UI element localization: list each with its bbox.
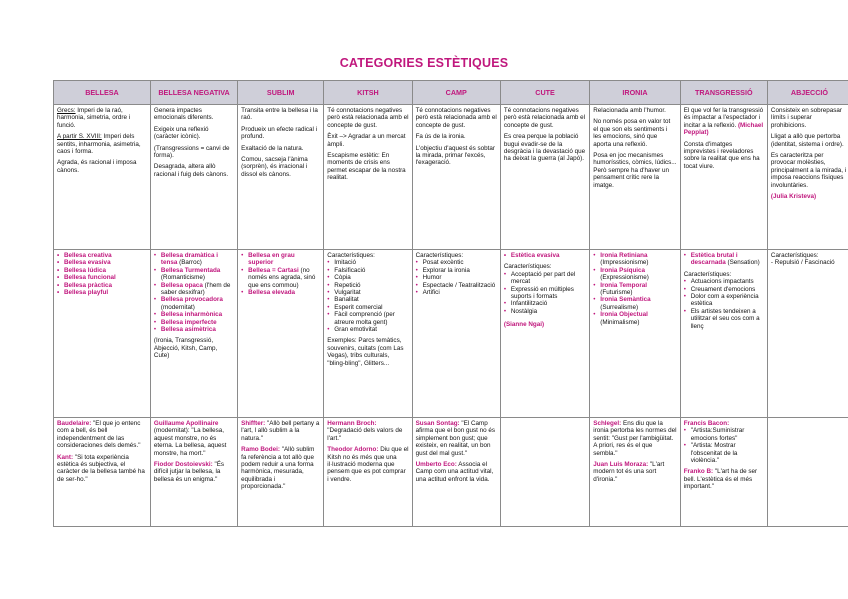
quote — [684, 468, 764, 490]
categories-table — [53, 80, 848, 527]
author-name: Juan Luis Moraza: — [593, 461, 649, 469]
header-ironia: IRONIA — [590, 81, 680, 105]
author-name: Theodor Adorno: — [327, 446, 379, 454]
paragraph: Consisteix en sobrepasar límits i superar prohibicions. — [770, 107, 842, 129]
characteristics-label: Característiques: — [415, 252, 464, 259]
paragraph: Posa en joc mecanismes humorísstics, còmics, lúdics... Però sempre ha d'haver un pensament crític rere la imatge. — [593, 152, 677, 189]
quote-text: "L'art modern tot és una sort d'ironia." — [593, 461, 665, 483]
paragraph: Escapisme estètic: En moments de crisis ens permet escapar de la nostra realitat. — [327, 152, 406, 182]
list-item: • Humor — [416, 274, 497, 281]
author-name: Franko B: — [683, 468, 714, 476]
quote-text: Associa el Camp com una actitud vital, una actitud enfront la vida. — [415, 461, 494, 483]
quote — [241, 420, 320, 442]
list-item: • Artifici — [416, 289, 497, 296]
list-item: • Estètica evasiva — [504, 252, 586, 259]
paragraph — [57, 133, 147, 155]
list-item — [593, 296, 676, 311]
list-item — [154, 252, 234, 267]
list-item — [684, 252, 764, 267]
list-item: • "Artista:Suministrar emocions fortes" — [684, 427, 764, 442]
paragraph: No només posa en valor tot el que son els sentiments i les emocions, sinó que aporta una reflexió. — [593, 118, 671, 148]
item-bold: Bellesa opaca — [160, 281, 203, 289]
header-bellesa-negativa: BELLESA NEGATIVA — [150, 81, 237, 105]
paragraph: Relacionada amb l'humor. — [593, 107, 666, 114]
list-item: • Bellesa lúdica — [57, 267, 147, 274]
kitsh-examples: Exemples: Parcs temàtics, souvenirs, cuitats (com Las Vegas), tribs culturals, "bling-bling", Glitters... — [327, 337, 404, 367]
quote — [416, 420, 497, 457]
paragraph: Exigeix una reflexió (caràcter icònic). — [153, 125, 209, 141]
item-bold: Ironia Retiniana — [600, 252, 648, 259]
quote-text: "El que jo entenc com a bell, és bell independentment de las consideraciones dels demés." — [57, 420, 141, 450]
cell-negativa-types — [150, 250, 237, 418]
item-bold: Ironia Semàntica — [600, 296, 651, 304]
quotes-row — [54, 418, 848, 527]
list-item: • Acceptació per part del mercat — [504, 271, 586, 286]
item-bold: Bellesa dramàtica i tensa — [160, 252, 218, 267]
characteristics-label: Característiques: — [683, 270, 732, 278]
list-item: • Posat excèntic — [416, 259, 497, 266]
cell-cute-definition — [500, 105, 589, 250]
header-row — [54, 81, 848, 105]
cell-camp-definition — [412, 105, 500, 250]
quote-text: "És difícil jutjar la bellesa, la bellesa és un enigma." — [153, 461, 225, 483]
abjeccio-characteristic: - Repulsió / Fascinació — [770, 259, 835, 267]
item-bold: Bellesa Turmentada — [160, 266, 221, 274]
list-item — [154, 267, 234, 282]
paragraph: Consta d'imatges imprevistes i reveladores sobre la realitat que ens ha tocat viure. — [683, 140, 760, 170]
transgressio-characteristics-list — [684, 278, 764, 330]
list-item: • Explorar la ironia — [416, 267, 497, 274]
list-item: • Repetició — [327, 282, 408, 289]
cell-camp-quotes — [412, 418, 500, 527]
list-item: • Vulgaritat — [327, 289, 408, 296]
author-name: Kant: — [57, 453, 74, 461]
characteristics-label: Característiques: — [770, 252, 819, 259]
header-bellesa: BELLESA — [54, 81, 151, 105]
list-item: • Bellesa evasiva — [57, 259, 147, 266]
cell-ironia-definition — [590, 105, 680, 250]
author-name: Ramo Bodei: — [241, 446, 280, 454]
cell-ironia-quotes — [590, 418, 680, 527]
author-name: (Sianne Ngai) — [503, 321, 545, 329]
ironia-types-list — [593, 252, 676, 326]
list-item — [154, 326, 234, 333]
cell-cute-types — [500, 250, 589, 418]
definition-row — [54, 105, 848, 250]
author-name: (Julia Kristeva) — [770, 193, 817, 201]
paragraph: Lligat a allò que pertorba (identitat, sistema i ordre). — [770, 133, 844, 148]
header-kitsh: KITSH — [324, 81, 412, 105]
item-rest: (Surrealisme) — [600, 303, 639, 311]
quote-text: Diu que el Kitsh no és més que una il·lustració moderna que pensem que es pot comprar i vendre. — [327, 446, 409, 483]
list-item: • Fàcil comprenció (per atreure molta gent) — [327, 311, 408, 326]
paragraph: Comou, sacseja l'ànima (sorprèn), és irracional i dissol els cànons. — [241, 156, 308, 178]
cell-kitsh-types — [324, 250, 412, 418]
list-item: • Expressió en múltiples suports i formats — [504, 286, 586, 301]
item-bold: Bellesa en grau superior — [248, 252, 295, 267]
header-abjeccio: ABJECCIÓ — [767, 81, 848, 105]
list-item: • Dolor com a experiència estètica — [684, 293, 764, 308]
item-bold: Ironia Psíquica — [600, 266, 646, 274]
negativa-note: (Ironia, Transgressió, Abjecció, Kitsh, Camp, Cute) — [153, 337, 218, 360]
paragraph: Fa ús de la ironia. — [415, 133, 466, 141]
quote — [416, 461, 497, 483]
quote — [241, 446, 320, 490]
item-bold: Estètica brutal i descarnada — [690, 252, 738, 267]
cell-bellesa-definition — [54, 105, 151, 250]
quote-text: "El Camp afirma que el bon gust no és simplement bon gust; que existeix, en realitat, un bon gust del mal gust." — [415, 420, 496, 457]
list-item — [593, 311, 676, 326]
item-bold: Bellesa asimètrica — [160, 326, 216, 334]
paragraph: Té connotacions negatives però està relacionada amb el concepte de gust. — [415, 107, 497, 129]
header-camp: CAMP — [412, 81, 500, 105]
list-item: • Falsificació — [327, 267, 408, 274]
quote — [327, 446, 408, 483]
quote — [154, 461, 234, 483]
quote-text: "Allò bell pertany a l'art, l allò sublim a la natura." — [241, 420, 320, 442]
page-title: CATEGORIES ESTÈTIQUES — [339, 56, 509, 70]
list-item: • Banalitat — [327, 296, 408, 303]
list-item: • "Artista: Mostrar l'obscenitat de la violència." — [684, 442, 764, 464]
item-bold: Bellesa provocadora — [160, 296, 223, 304]
paragraph — [684, 107, 764, 137]
list-item: • Infantilització — [504, 300, 586, 307]
list-item: • Els artistes tendeixen a utilitzar el seu cos com a llenç — [684, 308, 764, 330]
list-item — [154, 296, 234, 311]
quote-text: "Si tota experiència estètica és subjectiva, el caràcter de la bellesa també ha de ser-ho." — [57, 453, 145, 483]
cell-sublim-quotes — [238, 418, 324, 527]
author-name: Umberto Eco: — [415, 461, 457, 469]
cell-bellesa-quotes — [54, 418, 151, 527]
list-item: • Esperit comercial — [327, 304, 408, 311]
cell-negativa-definition — [150, 105, 237, 250]
author-name: Shiffter: — [241, 420, 266, 427]
item-rest: (Expressionisme) — [600, 274, 649, 282]
list-item — [593, 282, 676, 297]
paragraph: Produeix un efecte radical i profund. — [241, 125, 318, 141]
quote — [57, 454, 147, 484]
author-name: Francis Bacon: — [683, 420, 730, 427]
item-rest: (Futurisme) — [600, 289, 633, 297]
item-rest: (Impressionisme) — [600, 259, 649, 267]
header-transgressio: TRANSGRESSIÓ — [680, 81, 767, 105]
list-item — [593, 267, 676, 282]
quote-text: "Allò sublim fa referència a tot allò que podem reduir a una forma harmònica, mesurada, equilibrada i proporcionada." — [241, 446, 315, 491]
list-item: • Actuacions impactants — [684, 278, 764, 285]
item-bold: Bellesa imperfecte — [160, 318, 217, 326]
quote-text: (modernitat): "La bellesa, aquest monstre, no és eterna. La bellesa, aquest monstre, ha mort." — [153, 427, 227, 457]
quote-text: Ens diu que la ironia pertorba les normes del sentit: "Gust per l'ambigüitat. A priori, res és el que sembla." — [593, 420, 677, 457]
list-item — [241, 252, 320, 267]
author-name: (Michael Pepplat) — [683, 121, 764, 137]
item-rest: (modernitat) — [160, 303, 195, 311]
author-name: Susan Sontag: — [415, 420, 460, 427]
header-cute: CUTE — [500, 81, 589, 105]
paragraph: Té connotacions negatives però està relacionada amb el concepte de gust. — [327, 107, 409, 129]
paragraph: Es caracteritza per provocar molèsties, principalment a la mirada, i imposa reaccions físiques involuntàries. — [770, 152, 847, 189]
quote — [593, 420, 676, 457]
paragraph: Transita entre la bellesa i la raó. — [241, 107, 318, 122]
author-name: Schlegel: — [593, 420, 622, 427]
list-item: • Espectacle / Teatralització — [416, 282, 497, 289]
item-rest: (Sensation) — [725, 259, 760, 267]
paragraph — [57, 107, 147, 129]
list-item — [241, 289, 320, 296]
camp-characteristics-list — [416, 259, 497, 296]
list-item: • Nostàlgia — [504, 308, 586, 315]
item-rest: (Minimalisme) — [600, 318, 640, 326]
author-name: Hermann Broch: — [327, 420, 377, 427]
cell-sublim-types — [238, 250, 324, 418]
paragraph: Exaltació de la natura. — [241, 144, 304, 152]
quote — [593, 461, 676, 483]
cell-kitsh-definition — [324, 105, 412, 250]
cell-transgressio-quotes — [680, 418, 767, 527]
cell-abjeccio-quotes — [767, 418, 848, 527]
quote — [57, 420, 147, 450]
quote-text: "Degradació dels valors de l'art." — [327, 427, 403, 442]
paragraph: Èxit –> Agradar a un mercat àmpli. — [327, 133, 406, 148]
negativa-types-list — [154, 252, 234, 333]
item-bold: Bellesa = Cartasi — [248, 266, 299, 274]
list-item: • Còpia — [327, 274, 408, 281]
cell-abjeccio-types — [767, 250, 848, 418]
kitsh-characteristics-list — [327, 259, 408, 333]
grecs-text: Imperi de la raó, harmonia, simetria, ordre i funció. — [57, 107, 131, 129]
types-row — [54, 250, 848, 418]
paragraph: (Transgressions = canvi de forma). — [153, 144, 230, 160]
characteristics-label: Característiques: — [327, 252, 375, 259]
cell-camp-types — [412, 250, 500, 418]
sublim-types-list — [241, 252, 320, 296]
cell-transgressio-types — [680, 250, 767, 418]
list-item: • Imitació — [327, 259, 408, 266]
cute-characteristics-list — [504, 271, 586, 315]
item-rest: (no només ens agrada, sinó que ens commou) — [248, 266, 316, 289]
item-rest: (l'hem de saber desxifrar) — [160, 281, 231, 297]
xviii-text: Imperi dels sentits, inharmonia, asimetria, caos i forma. — [57, 133, 141, 156]
item-rest: (Romanticisme) — [160, 274, 206, 282]
author-name: Guillaume Apollinaire — [153, 420, 219, 427]
characteristics-label: Característiques: — [503, 263, 552, 271]
paragraph: L'objectiu d'aquest és sobtar la mirada, primar l'excés, l'exageració. — [415, 144, 495, 167]
xviii-label: A partir S. XVIII: — [57, 133, 102, 141]
cell-kitsh-quotes — [324, 418, 412, 527]
paragraph: Té connotacions negatives però està relacionada amb el concepte de gust. — [503, 107, 586, 129]
item-rest: (Barroc) — [177, 259, 202, 267]
cell-sublim-definition — [238, 105, 324, 250]
bacon-quotes-list — [684, 427, 764, 464]
list-item: • Bellesa pràctica — [57, 282, 147, 289]
cell-transgressio-definition — [680, 105, 767, 250]
author-name: Baudelaire: — [57, 420, 92, 427]
item-bold: Ironia Objectual — [600, 311, 648, 319]
list-item — [241, 267, 320, 289]
list-item: • Bellesa playful — [57, 289, 147, 296]
quote — [154, 420, 234, 457]
quote — [327, 420, 408, 442]
paragraph: Agrada, és racional i imposa cànons. — [57, 159, 137, 174]
cell-bellesa-types — [54, 250, 151, 418]
paragraph: Es crea perque la població bugui evadir-se de la desgràcia i la devastació que ha deixat la guerra (al Japó). — [503, 133, 586, 163]
list-item: • Bellesa creativa — [57, 252, 147, 259]
header-sublim: SUBLIM — [238, 81, 324, 105]
item-bold: Ironia Temporal — [600, 281, 648, 289]
paragraph: Genera impactes emocionals diferents. — [153, 107, 214, 122]
list-item — [154, 282, 234, 297]
cell-abjeccio-definition — [767, 105, 848, 250]
list-item: • Creuament d'emocions — [684, 286, 764, 293]
quote-text: "L'art ha de ser bell. L'estètica és el més important." — [683, 468, 758, 491]
list-item — [593, 252, 676, 267]
grecs-label: Grecs: — [57, 107, 76, 114]
item-bold: Bellesa elevada — [248, 289, 296, 297]
cell-cute-quotes — [500, 418, 589, 527]
list-item — [154, 311, 234, 318]
cell-negativa-quotes — [150, 418, 237, 527]
bellesa-types-list — [57, 252, 147, 296]
list-item: • Gran emotivitat — [327, 326, 408, 333]
cell-ironia-types — [590, 250, 680, 418]
quote — [684, 420, 764, 464]
item-bold: Bellesa inharmònica — [160, 311, 223, 319]
transgressio-text: El que vol fer la transgressió és impactar a l'espectador i incitar a la reflexió. — [683, 107, 764, 129]
cute-head-list — [504, 252, 586, 259]
list-item: • Bellesa funcional — [57, 274, 147, 281]
list-item — [154, 319, 234, 326]
paragraph: Desagrada, altera allò racional i fuig dels cànons. — [153, 163, 229, 178]
author-name: Fiodor Dostoievski: — [153, 461, 213, 469]
transgressio-head-list — [684, 252, 764, 267]
